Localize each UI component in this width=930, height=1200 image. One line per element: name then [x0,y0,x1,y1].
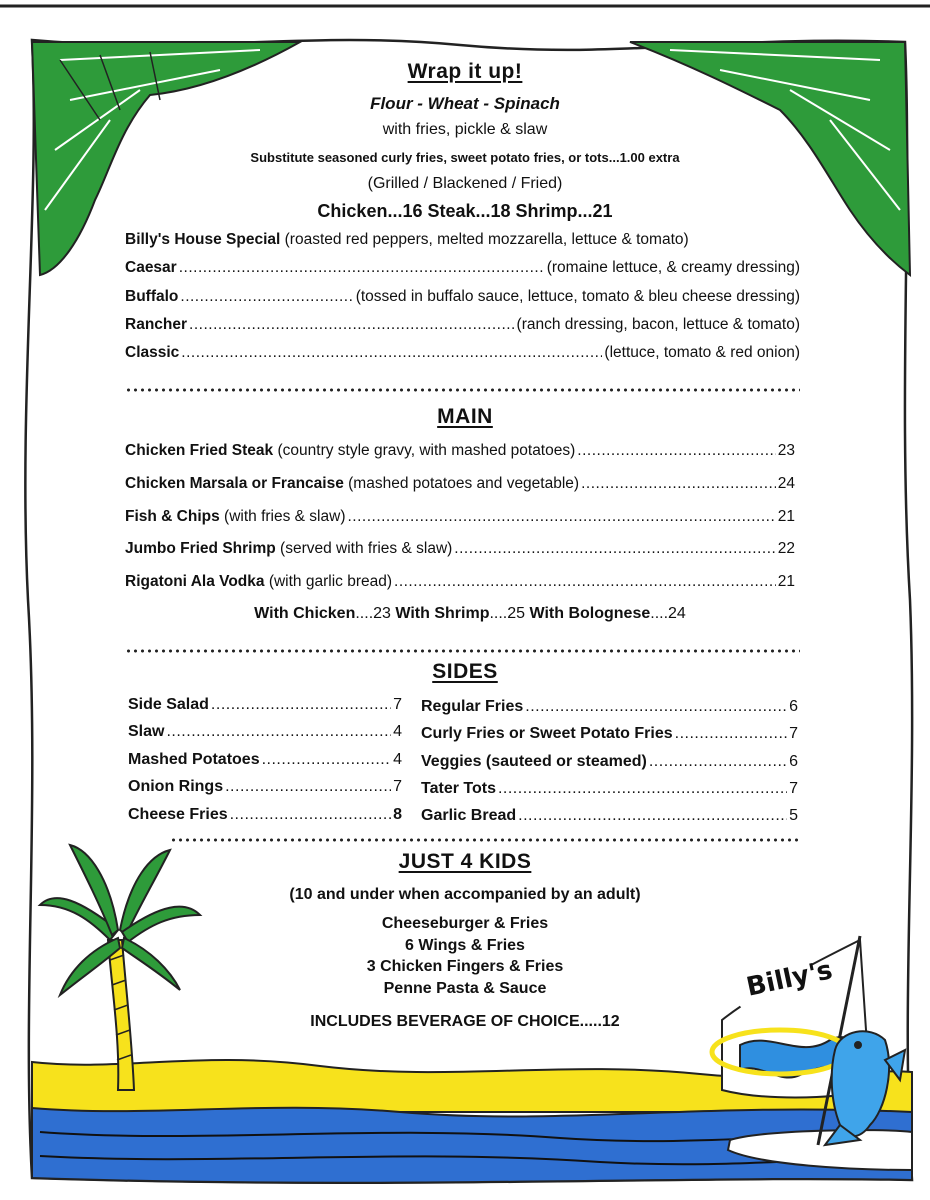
side-item-name: Side Salad [128,696,209,713]
palm-tree-icon [40,845,200,1090]
side-item [421,725,798,743]
main-item-desc: (country style gravy, with mashed potatoes) [277,442,576,459]
house-special-name: Billy's House Special [125,231,281,248]
main-item-desc: (with fries & slaw) [224,508,346,525]
wrap-house-special [125,231,689,249]
main-item-desc: (with garlic bread) [268,573,393,590]
side-item [421,753,798,771]
leader-dots [181,344,602,362]
side-item-name: Onion Rings [128,778,224,795]
leader-dots [225,778,391,796]
main-item-price: 22 [777,540,795,557]
leader-dots [230,806,391,824]
side-item [128,778,402,796]
divider [125,649,800,653]
side-item-name: Regular Fries [421,698,524,715]
side-item-price: 4 [393,751,402,768]
main-item [125,573,795,591]
wrap-item-desc: (tossed in buffalo sauce, lettuce, tomato & bleu cheese dressing) [355,288,800,305]
wrap-item [125,344,800,362]
side-item [128,696,402,714]
kids-item: Penne Pasta & Sauce [383,980,547,997]
house-special-desc: (roasted red peppers, melted mozzarella, lettuce & tomato) [284,231,689,248]
main-item-name: Jumbo Fried Shrimp [125,540,276,557]
leader-dots [498,780,787,798]
addon-price: ....23 [355,605,391,622]
kids-title: JUST 4 KIDS [398,850,532,873]
addon-price: ....25 [489,605,526,622]
kids-item: Cheeseburger & Fries [381,915,549,932]
side-item-price: 7 [789,725,798,742]
side-item-price: 7 [789,780,798,797]
main-item-desc: (mashed potatoes and vegetable) [348,475,580,492]
main-item [125,442,795,460]
wrap-item [125,316,800,334]
side-item [128,723,402,741]
sides-title: SIDES [432,660,498,683]
wrap-sides: with fries, pickle & slaw [382,121,548,138]
main-item [125,540,795,558]
leader-dots [180,288,353,306]
main-title: MAIN [437,405,493,428]
wrap-item-desc: (ranch dressing, bacon, lettuce & tomato) [516,316,800,333]
addon-price: ....24 [650,605,686,622]
leader-dots [581,475,776,493]
side-item-price: 6 [789,753,798,770]
main-item-price: 21 [777,508,795,525]
leader-dots [454,540,775,558]
side-item [128,751,402,769]
main-addons [125,605,815,623]
billys-logo: Billy's [743,955,836,1003]
side-item-price: 7 [393,778,402,795]
wrap-item-name: Buffalo [125,288,179,305]
leader-dots [394,573,776,591]
side-item [128,806,402,824]
wrap-item-desc: (romaine lettuce, & creamy dressing) [546,259,800,276]
main-item-name: Fish & Chips [125,508,220,525]
leader-dots [166,723,391,741]
main-item-price: 24 [777,475,795,492]
divider [125,388,800,392]
main-item [125,508,795,526]
leader-dots [262,751,392,769]
main-item [125,475,795,493]
kids-beverage: INCLUDES BEVERAGE OF CHOICE.....12 [310,1013,620,1030]
side-item-name: Tater Tots [421,780,496,797]
side-item-name: Cheese Fries [128,806,228,823]
addon-name: With Bolognese [529,605,651,622]
leader-dots [577,442,775,460]
kids-item: 6 Wings & Fries [405,937,525,954]
side-item-price: 6 [789,698,798,715]
wrap-item-name: Caesar [125,259,177,276]
leader-dots [211,696,391,714]
leader-dots [525,698,787,716]
main-item-price: 21 [777,573,795,590]
wrap-title: Wrap it up! [407,60,523,83]
wrap-proteins: Chicken...16 Steak...18 Shrimp...21 [317,201,613,221]
side-item-name: Curly Fries or Sweet Potato Fries [421,725,673,742]
leader-dots [649,753,787,771]
side-item [421,807,798,825]
main-item-name: Rigatoni Ala Vodka [125,573,265,590]
kids-item: 3 Chicken Fingers & Fries [366,958,564,975]
wrap-styles: (Grilled / Blackened / Fried) [367,175,563,192]
main-item-name: Chicken Marsala or Francaise [125,475,344,492]
side-item-name: Garlic Bread [421,807,517,824]
wrap-item-desc: (lettuce, tomato & red onion) [604,344,800,361]
wrap-breads: Flour - Wheat - Spinach [370,94,560,113]
side-item [421,780,798,798]
side-item-name: Mashed Potatoes [128,751,260,768]
leader-dots [189,316,515,334]
side-item-price: 4 [393,723,402,740]
side-item [421,698,798,716]
leader-dots [179,259,545,277]
kids-note: (10 and under when accompanied by an adult) [289,886,641,903]
wrap-item [125,288,800,306]
main-item-name: Chicken Fried Steak [125,442,274,459]
wrap-item-name: Classic [125,344,180,361]
main-item-price: 23 [777,442,795,459]
wrap-substitute: Substitute seasoned curly fries, sweet potato fries, or tots...1.00 extra [250,150,680,165]
wrap-item-name: Rancher [125,316,188,333]
main-item-desc: (served with fries & slaw) [280,540,453,557]
leader-dots [675,725,787,743]
wrap-item [125,259,800,277]
side-item-price: 8 [393,806,402,823]
side-item-name: Veggies (sauteed or steamed) [421,753,647,770]
side-item-price: 7 [393,696,402,713]
divider [170,838,800,842]
leader-dots [518,807,787,825]
addon-name: With Shrimp [395,605,490,622]
side-item-name: Slaw [128,723,165,740]
side-item-price: 5 [789,807,798,824]
addon-name: With Chicken [254,605,356,622]
leader-dots [347,508,775,526]
